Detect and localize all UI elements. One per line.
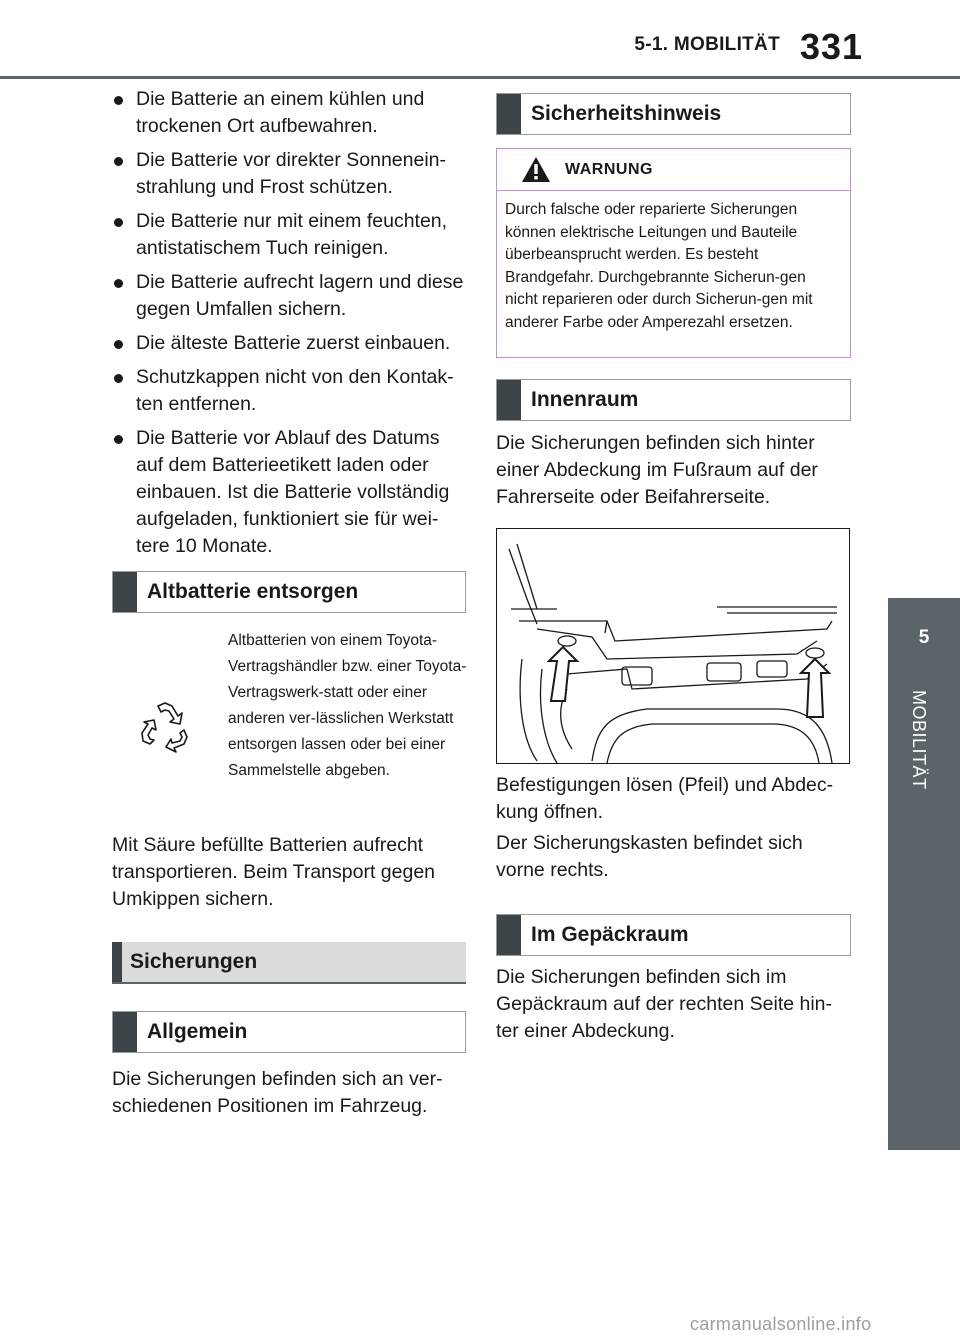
innenraum-paragraph: Die Sicherungen befinden sich hinter einer Abdeckung im Fußraum auf der Fahrerseite oder Beifahrerseite. <box>496 432 818 508</box>
chapter-tab-number: 5 <box>888 598 960 678</box>
heading-text: Altbatterie entsorgen <box>147 580 359 603</box>
footwell-cover-illustration <box>496 528 850 764</box>
heading-bar <box>497 94 521 134</box>
heading-bar <box>112 942 122 982</box>
footwell-line-drawing <box>497 529 850 764</box>
heading-gepaeckraum <box>496 914 851 956</box>
heading-bar <box>113 1012 137 1052</box>
bullet-item: Die Batterie an einem kühlen und trockenen Ort aufbewahren. <box>112 86 466 140</box>
warning-text: Durch falsche oder reparierte Sicherungen können elektrische Leitungen und Bauteile überbeansprucht werden. Es besteht Brandgefahr. Durchgebrannte Sicherun-gen nicht reparieren oder durch Sicherun-gen mit anderer Farbe oder Amperezahl ersetzen. <box>505 201 813 331</box>
warning-box <box>496 148 851 358</box>
bullet-item: Die Batterie vor Ablauf des Datums auf dem Batterieetikett laden oder einbauen. Ist die Batterie vollständig aufgeladen, funktioniert sie für wei-tere 10 Monate. <box>112 425 466 560</box>
recycle-instruction-text: Altbatterien von einem Toyota-Vertragshändler bzw. einer Toyota-Vertragswerk-statt oder einer anderen ver-lässlichen Werkstatt entsorgen lassen oder bei einer Sammelstelle abgeben. <box>228 632 467 779</box>
bullet-item: Die älteste Batterie zuerst einbauen. <box>112 330 466 357</box>
heading-allgemein <box>112 1011 466 1053</box>
chapter-tab-label: MOBILITÄT <box>909 690 929 790</box>
bullet-item: Die Batterie nur mit einem feuchten, antistatischem Tuch reinigen. <box>112 208 466 262</box>
header-rule <box>0 76 960 79</box>
page-number: 331 <box>800 26 864 67</box>
warning-title: WARNUNG <box>565 160 653 178</box>
footer-watermark: carmanualsonline.info <box>690 1314 872 1334</box>
warning-triangle-icon <box>521 155 551 185</box>
heading-sicherungen <box>112 942 466 984</box>
heading-text: Im Gepäckraum <box>531 923 689 946</box>
heading-innenraum <box>496 379 851 421</box>
heading-bar <box>113 572 137 612</box>
bullet-item: Die Batterie aufrecht lagern und diese gegen Umfallen sichern. <box>112 269 466 323</box>
heading-text: Allgemein <box>147 1020 248 1043</box>
heading-text: Sicherheitshinweis <box>531 102 722 125</box>
befestigung-paragraph: Befestigungen lösen (Pfeil) und Abdec-kung öffnen. <box>496 774 834 823</box>
heading-sicherheitshinweis <box>496 93 851 135</box>
heading-text: Sicherungen <box>130 950 258 973</box>
battery-storage-bullet-list <box>112 86 466 567</box>
heading-text: Innenraum <box>531 388 639 411</box>
sicherungskasten-paragraph: Der Sicherungskasten befindet sich vorne rechts. <box>496 832 803 881</box>
heading-altbatterie <box>112 571 466 613</box>
bullet-item: Die Batterie vor direkter Sonnenein-strahlung und Frost schützen. <box>112 147 466 201</box>
header-section-title: 5-1. MOBILITÄT <box>634 34 780 55</box>
warning-header <box>497 149 850 191</box>
bullet-item: Schutzkappen nicht von den Kontak-ten entfernen. <box>112 364 466 418</box>
recycle-icon <box>138 700 192 754</box>
allgemein-paragraph: Die Sicherungen befinden sich an ver-schiedenen Positionen im Fahrzeug. <box>112 1068 443 1117</box>
heading-bar <box>497 380 521 420</box>
gepaeckraum-paragraph: Die Sicherungen befinden sich im Gepäckraum auf der rechten Seite hin-ter einer Abdeckung. <box>496 966 833 1042</box>
transport-paragraph: Mit Säure befüllte Batterien aufrecht transportieren. Beim Transport gegen Umkippen sichern. <box>112 834 436 910</box>
heading-bar <box>497 915 521 955</box>
